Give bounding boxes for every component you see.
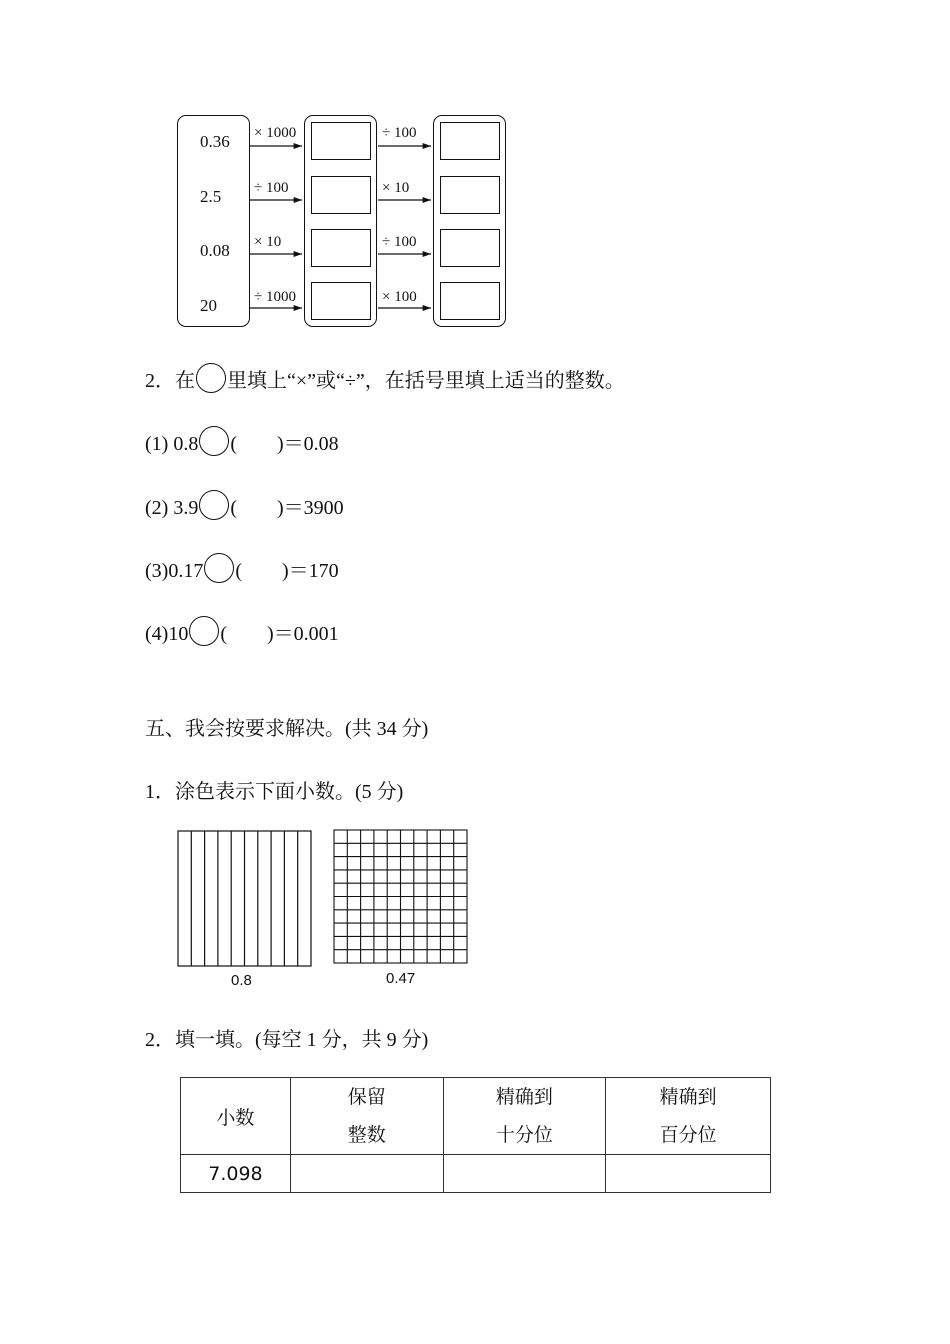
problem-1-title: 1．涂色表示下面小数。(5 分) [145,781,404,803]
header-decimal: 小数 [181,1078,291,1155]
question-2-instruction [145,363,625,393]
item-1-left: (1) 0.8 [145,433,199,455]
conversion-arrows [0,0,950,340]
item-1-right: ( )＝0.08 [230,433,339,455]
question-2-item-4 [145,616,339,646]
item-4-left: (4)10 [145,623,189,645]
operation-label-4a: ÷ 1000 [254,289,296,305]
operation-label-1b: ÷ 100 [382,125,417,141]
hundredths-grid-label: 0.47 [386,970,416,987]
circle-blank-icon [196,363,226,393]
answer-cell-tenths[interactable] [443,1155,606,1193]
operation-label-2b: × 10 [382,180,410,196]
operator-circle-1[interactable] [199,426,229,456]
item-2-left: (2) 3.9 [145,497,199,519]
section-5-title: 五、我会按要求解决。(共 34 分) [145,718,429,740]
header-hundredths: 精确到 百分位 [606,1078,771,1155]
rounding-table [180,1077,771,1193]
question-2-item-2 [145,490,344,520]
item-3-left: (3)0.17 [145,560,204,582]
question-2-suffix: 里填上“×”或“÷”，在括号里填上适当的整数。 [227,370,625,392]
operation-label-2a: ÷ 100 [254,180,289,196]
item-3-right: ( )＝170 [235,560,339,582]
operator-circle-3[interactable] [204,553,234,583]
start-value-1: 0.36 [200,132,230,151]
header-tenths: 精确到 十分位 [443,1078,606,1155]
answer-cell-hundredths[interactable] [606,1155,771,1193]
start-value-3: 0.08 [200,241,230,260]
item-2-right: ( )＝3900 [230,497,344,519]
question-2-prefix: 2．在 [145,370,195,392]
answer-cell-integer[interactable] [290,1155,443,1193]
header-round-integer: 保留 整数 [290,1078,443,1155]
question-2-item-1 [145,426,339,456]
hundredths-grid[interactable] [333,829,469,965]
question-2-item-3 [145,553,339,583]
item-4-right: ( )＝0.001 [220,623,339,645]
operator-circle-4[interactable] [189,616,219,646]
operation-label-3b: ÷ 100 [382,234,417,250]
operation-label-4b: × 100 [382,289,417,305]
problem-2-title: 2．填一填。(每空 1 分，共 9 分) [145,1029,429,1051]
operation-label-3a: × 10 [254,234,282,250]
tenths-grid-label: 0.8 [231,972,252,989]
tenths-grid[interactable] [177,830,313,968]
operation-label-1a: × 1000 [254,125,297,141]
start-value-4: 20 [200,296,217,315]
operator-circle-2[interactable] [199,490,229,520]
start-value-2: 2.5 [200,187,222,206]
decimal-value-cell: 7.098 [181,1155,291,1193]
